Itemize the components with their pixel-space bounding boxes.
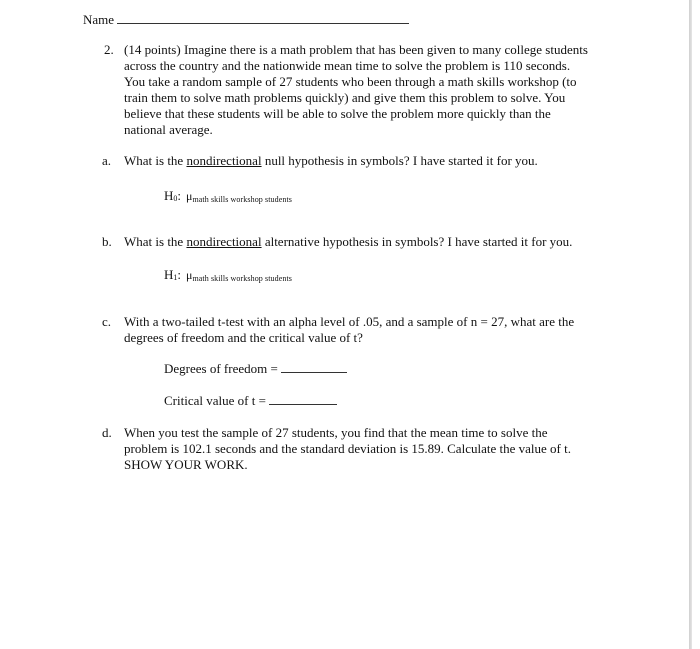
hyp-h: H	[164, 188, 174, 203]
part-d-line: problem is 102.1 seconds and the standard deviation is 15.89. Calculate the value of t.	[124, 441, 571, 456]
part-c-line: With a two-tailed t-test with an alpha level of .05, and a sample of n = 27, what are the	[124, 314, 575, 329]
mu-symbol: μ	[186, 268, 193, 282]
part-d-letter: d.	[102, 425, 112, 440]
part-c-line: degrees of freedom and the critical value of t?	[124, 330, 363, 345]
part-c-question	[124, 314, 574, 346]
part-b-underlined: nondirectional	[186, 234, 262, 249]
part-a-underlined: nondirectional	[186, 153, 262, 168]
hyp-sub: 0	[173, 194, 178, 203]
alternative-hypothesis[interactable]	[164, 267, 292, 283]
question-text	[124, 42, 624, 138]
part-b-letter: b.	[102, 234, 112, 249]
part-d-line: SHOW YOUR WORK.	[124, 457, 248, 472]
question-line: national average.	[124, 122, 213, 137]
crit-blank[interactable]	[269, 394, 337, 405]
part-b-text-after: alternative hypothesis in symbols? I have started it for you.	[261, 234, 573, 249]
part-d-question	[124, 425, 571, 473]
name-field[interactable]	[83, 11, 409, 28]
hyp-sub: 1	[173, 273, 178, 282]
part-a-letter: a.	[102, 153, 112, 168]
dof-label: Degrees of freedom =	[164, 361, 278, 376]
hyp-colon: :	[177, 267, 182, 282]
part-a-text-after: null hypothesis in symbols? I have started it for you.	[261, 153, 538, 168]
dof-blank[interactable]	[281, 362, 347, 373]
part-c-letter: c.	[102, 314, 112, 329]
name-blank-line[interactable]	[117, 11, 409, 24]
question-line: train them to solve math problems quickly) and give them this problem to solve. You	[124, 90, 566, 105]
part-d-line: When you test the sample of 27 students, you find that the mean time to solve the	[124, 425, 548, 440]
question-number: 2.	[104, 42, 114, 57]
question-line: believe that these students will be able to solve the problem more quickly than the	[124, 106, 551, 121]
null-hypothesis[interactable]	[164, 188, 292, 204]
mu-subscript: math skills workshop students	[192, 274, 293, 283]
mu-subscript: math skills workshop students	[192, 195, 293, 204]
part-a-text-before: What is the	[124, 153, 187, 168]
critical-value-field[interactable]	[164, 393, 337, 409]
hyp-colon: :	[177, 188, 182, 203]
question-line: (14 points) Imagine there is a math problem that has been given to many college students	[124, 42, 588, 57]
part-a-question	[124, 153, 538, 169]
question-line: across the country and the nationwide mean time to solve the problem is 110 seconds.	[124, 58, 571, 73]
page-edge	[689, 0, 692, 649]
degrees-of-freedom-field[interactable]	[164, 361, 347, 377]
mu-symbol: μ	[186, 189, 193, 203]
part-b-text-before: What is the	[124, 234, 187, 249]
question-line: You take a random sample of 27 students who been through a math skills workshop (to	[124, 74, 577, 89]
crit-label: Critical value of t =	[164, 393, 266, 408]
name-label: Name	[83, 12, 115, 27]
hyp-h: H	[164, 267, 174, 282]
part-b-question	[124, 234, 572, 250]
